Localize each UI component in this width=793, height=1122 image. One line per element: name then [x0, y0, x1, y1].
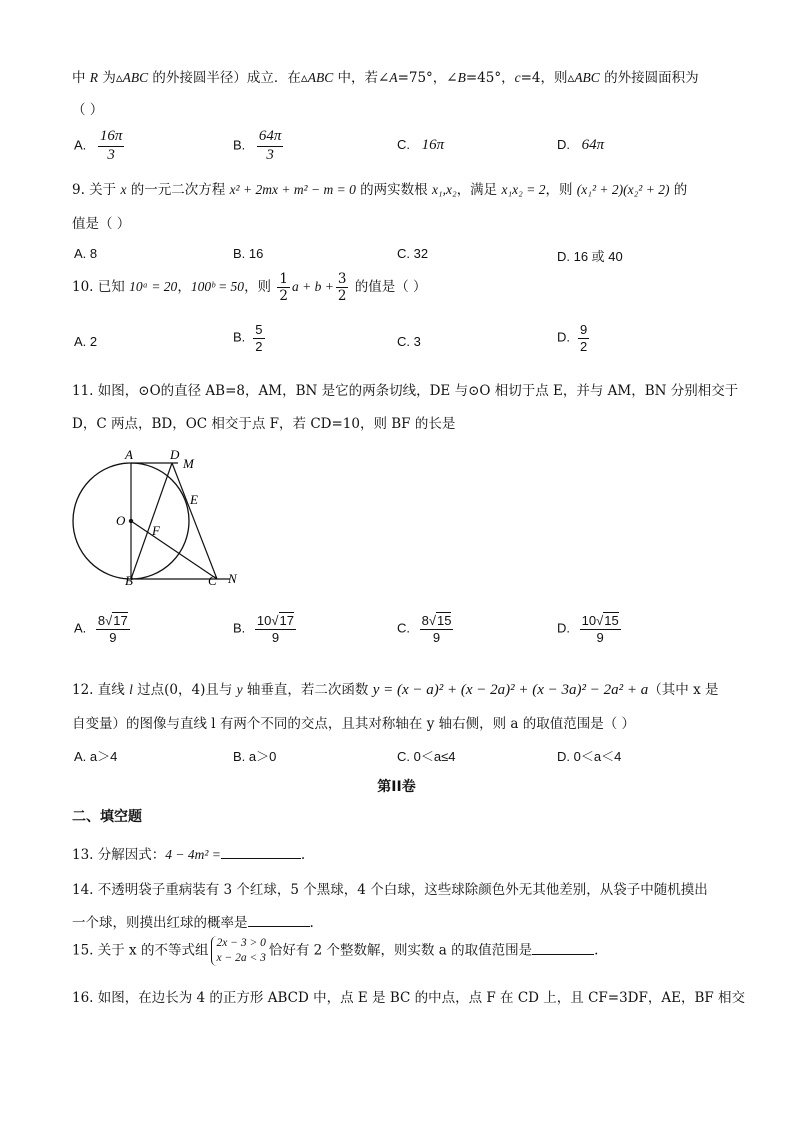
q12-option-c[interactable]: C. 0＜a≤4	[397, 749, 456, 764]
q9-option-a[interactable]: A. 8	[74, 246, 98, 261]
q9-option-c[interactable]: C. 32	[397, 246, 429, 261]
q15-line: 15. 关于 x 的不等式组 2x − 3 > 0 x − 2a < 3 恰好有 2 个整数解，则实数 a 的取值范围是 .	[72, 937, 599, 964]
q11-line2: D，C 两点，BD，OC 相交于点 F，若 CD=10，则 BF 的长是	[72, 416, 456, 432]
label-f: F	[152, 523, 160, 538]
q14-line1: 14. 不透明袋子重病装有 3 个红球，5 个黑球，4 个白球，这些球除颜色外无其他差别，从袋子中随机摸出	[72, 882, 708, 898]
q9-option-b[interactable]: B. 16	[233, 246, 264, 261]
label-m: M	[183, 456, 194, 471]
q9-line2: 值是（ ）	[72, 216, 131, 232]
q8-option-d[interactable]: D. 64π	[557, 137, 605, 153]
q12-option-b[interactable]: B. a＞0	[233, 749, 277, 764]
q9-line1: 9. 关于 x 的一元二次方程 x² + 2mx + m² − m = 0 的两实数根 x₁,x₂，满足 x₁x₂ = 2，则 (x₁² + 2)(x₂² + 2) 的	[72, 182, 688, 198]
line-dc	[172, 463, 217, 579]
label-d: D	[170, 447, 180, 462]
q10-line: 10. 已知 10ᵃ = 20，100ᵇ = 50，则 $\frac{1}{2}$ a + b + $\frac{3}{2}$ 的值是（ ）	[72, 271, 427, 305]
q8-option-a[interactable]: A. $\frac{16\pi}{3}$	[74, 128, 123, 163]
q9-option-d[interactable]: D. 16 或 40	[557, 249, 623, 264]
label-c: C	[208, 573, 217, 588]
q12-line2: 自变量）的图像与直线 l 有两个不同的交点，且其对称轴在 y 轴右侧，则 a 的取值范围是（ ）	[72, 716, 636, 732]
q12-line1: 12. 直线 l 过点(0，4)且与 y 轴垂直，若二次函数 y = (x − a)² + (x − 2a)² + (x − 3a)² − 2a² + a（其中 x 是	[72, 682, 719, 698]
line-bd	[131, 463, 172, 579]
q13-line: 13. 分解因式：4 − 4m² = .	[72, 847, 306, 863]
q11-figure	[70, 446, 250, 588]
line-oc	[131, 521, 217, 579]
q11-option-b[interactable]: B. $\frac{10√17}{9}$	[233, 613, 294, 645]
q10-option-b[interactable]: B. $\frac{5}{2}$	[233, 322, 263, 354]
label-o: O	[116, 513, 126, 528]
q11-option-c[interactable]: C. $\frac{8√15}{9}$	[397, 613, 452, 645]
q12-option-a[interactable]: A. a＞4	[74, 749, 118, 764]
fill-in-header: 二、填空题	[72, 809, 142, 825]
q14-line2: 一个球，则摸出红球的概率是 .	[72, 915, 314, 931]
section-title: 第II卷	[377, 779, 416, 795]
q11-option-d[interactable]: D. $\frac{10√15}{9}$	[557, 613, 619, 645]
q12-option-d[interactable]: D. 0＜a＜4	[557, 749, 622, 764]
q10-option-d[interactable]: D. $\frac{9}{2}$	[557, 322, 588, 354]
center-dot	[129, 519, 133, 523]
q8-option-b[interactable]: B. $\frac{64\pi}{3}$	[233, 128, 282, 163]
q16-line1: 16. 如图，在边长为 4 的正方形 ABCD 中，点 E 是 BC 的中点，点 F 在 CD 上，且 CF=3DF，AE，BF 相交	[72, 990, 746, 1006]
q10-option-c[interactable]: C. 3	[397, 334, 421, 349]
label-a: A	[125, 447, 133, 462]
label-b: B	[125, 573, 133, 588]
q11-line1: 11. 如图，⊙O的直径 AB=8，AM，BN 是它的两条切线，DE 与⊙O 相切于点 E，并与 AM，BN 分别相交于	[72, 383, 739, 399]
q15-blank[interactable]	[532, 954, 594, 955]
q8-option-c[interactable]: C. 16π	[397, 137, 445, 153]
q8-answer-paren: （ ）	[72, 102, 104, 118]
label-n: N	[228, 571, 237, 586]
q10-option-a[interactable]: A. 2	[74, 334, 98, 349]
q14-blank[interactable]	[248, 926, 310, 927]
q13-blank[interactable]	[221, 858, 301, 859]
q8-line1: 中 R 为▵ABC 的外接圆半径）成立．在▵ABC 中，若∠A=75°，∠B=45°，c=4，则▵ABC 的外接圆面积为	[72, 70, 699, 86]
q11-option-a[interactable]: A. $\frac{8√17}{9}$	[74, 613, 128, 645]
label-e: E	[190, 492, 198, 507]
